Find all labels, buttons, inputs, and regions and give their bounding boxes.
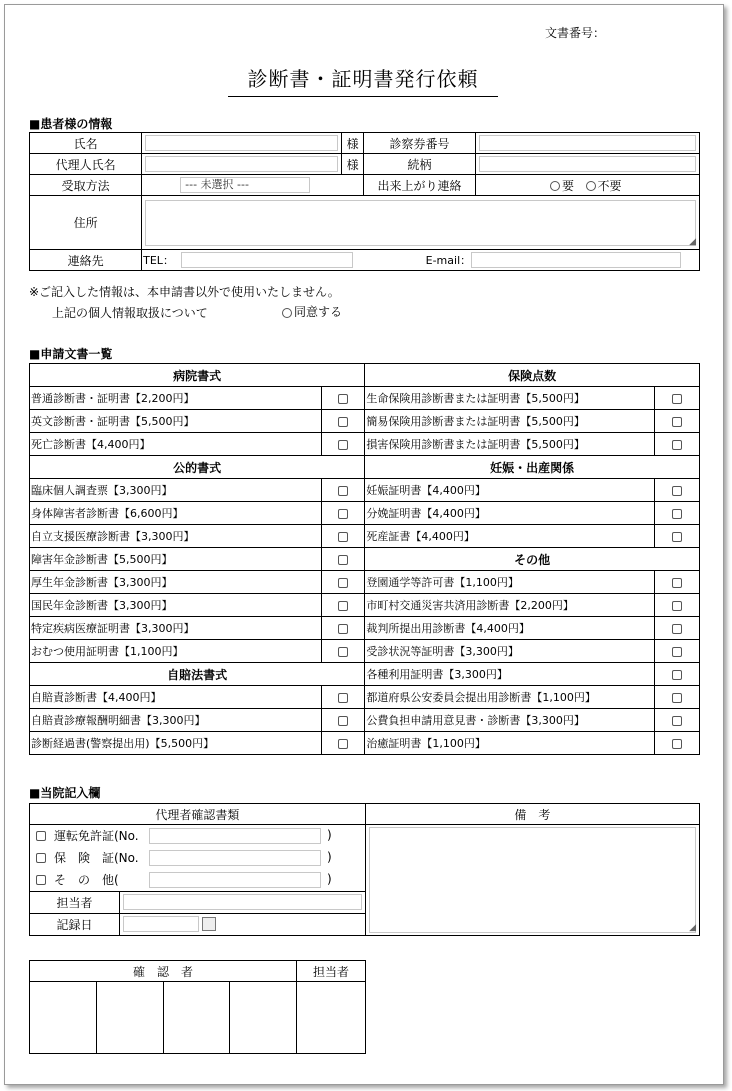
other-item-4-checkbox[interactable] (672, 670, 682, 680)
contact-label: 連絡先 (30, 250, 142, 271)
pregnancy-item-1-checkbox[interactable] (672, 509, 682, 519)
public-item-4-label: 厚生年金診断書【3,300円】 (30, 571, 322, 594)
agree-label: 同意する (294, 305, 343, 319)
public-item-0-label: 臨床個人調査票【3,300円】 (30, 479, 322, 502)
pregnancy-forms-header: 妊娠・出産関係 (365, 456, 700, 479)
hospital-item-0-label: 普通診断書・証明書【2,200円】 (30, 387, 322, 410)
pregnancy-item-0-label: 妊娠証明書【4,400円】 (365, 479, 655, 502)
staff-input[interactable] (123, 894, 362, 910)
documents-row (30, 571, 700, 594)
pregnancy-item-1-label: 分娩証明書【4,400円】 (365, 502, 655, 525)
page-title: 診断書・証明書発行依頼 (228, 63, 498, 97)
hospital-forms-header: 病院書式 (30, 364, 365, 387)
insurance-card-checkbox[interactable] (36, 853, 46, 863)
public-item-2-label: 自立支援医療診断書【3,300円】 (30, 525, 322, 548)
documents-row (30, 548, 700, 571)
license-label: 運転免許証(No. (54, 829, 139, 844)
other-item-5-label: 都道府県公安委員会提出用診断書【1,100円】 (365, 686, 655, 709)
jibai-item-0-label: 自賠責診断書【4,400円】 (30, 686, 322, 709)
public-item-3-checkbox[interactable] (338, 555, 348, 565)
insurance-card-label: 保 険 証(No. (54, 851, 139, 866)
documents-row (30, 732, 700, 755)
documents-row (30, 410, 700, 433)
tel-label: TEL： (143, 254, 174, 267)
documents-row (30, 364, 700, 387)
documents-section-title: ■申請文書一覧 (29, 347, 113, 361)
agree-radio[interactable] (282, 308, 292, 318)
patient-section-title: ■患者様の情報 (29, 117, 113, 131)
other-item-1-label: 市町村交通災害共済用診断書【2,200円】 (365, 594, 655, 617)
record-date-input[interactable] (123, 916, 199, 932)
hospital-item-1-label: 英文診断書・証明書【5,500円】 (30, 410, 322, 433)
public-item-2-checkbox[interactable] (338, 532, 348, 542)
resize-handle-icon[interactable]: ◢ (689, 237, 696, 247)
calendar-icon[interactable] (202, 917, 216, 931)
jibai-item-2-checkbox[interactable] (338, 739, 348, 749)
proxy-name-input[interactable] (145, 156, 338, 172)
public-item-6-label: 特定疾病医療証明書【3,300円】 (30, 617, 322, 640)
jibai-forms-header: 自賠法書式 (30, 663, 365, 686)
public-item-0-checkbox[interactable] (338, 486, 348, 496)
patient-table (29, 132, 700, 271)
documents-row (30, 433, 700, 456)
other-forms-header: その他 (365, 548, 700, 571)
hospital-item-0-checkbox[interactable] (338, 394, 348, 404)
license-paren: ) (327, 828, 332, 843)
documents-row (30, 640, 700, 663)
other-item-0-label: 登園通学等許可書【1,100円】 (365, 571, 655, 594)
proxy-name-label: 代理人氏名 (30, 154, 142, 175)
hospital-section-title: ■当院記入欄 (29, 786, 101, 800)
other-item-7-label: 治癒証明書【1,100円】 (365, 732, 655, 755)
card-number-input[interactable] (479, 135, 696, 151)
license-checkbox[interactable] (36, 831, 46, 841)
jibai-item-2-label: 診断経過書(警察提出用)【5,500円】 (30, 732, 322, 755)
license-number-input[interactable] (149, 828, 321, 844)
other-item-3-checkbox[interactable] (672, 647, 682, 657)
sama-label-2: 様 (342, 154, 364, 175)
sama-label: 様 (342, 133, 364, 154)
other-id-checkbox[interactable] (36, 875, 46, 885)
privacy-note: ※ご記入した情報は、本申請書以外で使用いたしません。 (29, 285, 340, 299)
stamp-box-1 (30, 982, 97, 1054)
documents-row (30, 617, 700, 640)
other-item-0-checkbox[interactable] (672, 578, 682, 588)
confirmer-header: 確 認 者 (30, 961, 297, 982)
documents-row (30, 663, 700, 686)
confirmation-table (29, 960, 366, 1054)
public-item-7-checkbox[interactable] (338, 647, 348, 657)
public-item-1-checkbox[interactable] (338, 509, 348, 519)
stamp-box-2 (96, 982, 163, 1054)
insurance-item-2-label: 損害保険用診断書または証明書【5,500円】 (365, 433, 655, 456)
documents-row (30, 709, 700, 732)
privacy-consent-label: 上記の個人情報取扱について (52, 306, 208, 320)
insurance-number-input[interactable] (149, 850, 321, 866)
hospital-item-2-checkbox[interactable] (338, 440, 348, 450)
other-id-input[interactable] (149, 872, 321, 888)
other-item-6-label: 公費負担申請用意見書・診断書【3,300円】 (365, 709, 655, 732)
remarks-resize-icon[interactable]: ◢ (689, 923, 696, 933)
card-number-label: 診察券番号 (364, 133, 476, 154)
notify-no-radio[interactable] (586, 181, 596, 191)
documents-row (30, 502, 700, 525)
stamp-box-3 (163, 982, 230, 1054)
other-paren: ) (327, 872, 332, 887)
notify-yes-label: 要 (562, 178, 575, 193)
documents-table (29, 363, 700, 755)
public-item-7-label: おむつ使用証明書【1,100円】 (30, 640, 322, 663)
relation-label: 続柄 (364, 154, 476, 175)
jibai-item-1-label: 自賠責診療報酬明細書【3,300円】 (30, 709, 322, 732)
stamp-box-staff (297, 982, 366, 1054)
remarks-textarea[interactable] (369, 827, 696, 933)
other-id-label: そ の 他( (54, 873, 119, 888)
other-item-5-checkbox[interactable] (672, 693, 682, 703)
record-date-label: 記録日 (30, 913, 120, 935)
id-docs-header: 代理者確認書類 (30, 804, 366, 825)
documents-row (30, 456, 700, 479)
method-select[interactable]: --- 未選択 --- (180, 177, 310, 193)
notify-no-label: 不要 (597, 178, 622, 193)
public-item-3-label: 障害年金診断書【5,500円】 (30, 548, 322, 571)
insurance-item-1-checkbox[interactable] (672, 417, 682, 427)
doc-number-label: 文書番号： (545, 26, 606, 40)
insurance-item-1-label: 簡易保険用診断書または証明書【5,500円】 (365, 410, 655, 433)
other-item-7-checkbox[interactable] (672, 739, 682, 749)
relation-input[interactable] (479, 156, 696, 172)
pregnancy-item-2-label: 死産証書【4,400円】 (365, 525, 655, 548)
documents-row (30, 686, 700, 709)
name-input[interactable] (145, 135, 338, 151)
insurance-paren: ) (327, 850, 332, 865)
confirm-staff-header: 担当者 (297, 961, 366, 982)
insurance-item-2-checkbox[interactable] (672, 440, 682, 450)
hospital-item-2-label: 死亡診断書【4,400円】 (30, 433, 322, 456)
insurance-item-0-checkbox[interactable] (672, 394, 682, 404)
jibai-item-1-checkbox[interactable] (338, 716, 348, 726)
documents-row (30, 525, 700, 548)
email-input[interactable] (471, 252, 681, 268)
address-textarea[interactable] (145, 200, 696, 246)
pregnancy-item-2-checkbox[interactable] (672, 532, 682, 542)
documents-row (30, 594, 700, 617)
tel-input[interactable] (181, 252, 353, 268)
public-item-6-checkbox[interactable] (338, 624, 348, 634)
documents-row (30, 387, 700, 410)
hospital-use-table (29, 803, 700, 936)
remarks-header: 備 考 (365, 804, 699, 825)
other-item-2-label: 裁判所提出用診断書【4,400円】 (365, 617, 655, 640)
public-item-1-label: 身体障害者診断書【6,600円】 (30, 502, 322, 525)
other-item-4-label: 各種利用証明書【3,300円】 (365, 663, 655, 686)
other-item-1-checkbox[interactable] (672, 601, 682, 611)
public-item-5-label: 国民年金診断書【3,300円】 (30, 594, 322, 617)
public-item-4-checkbox[interactable] (338, 578, 348, 588)
method-label: 受取方法 (30, 175, 142, 196)
public-forms-header: 公的書式 (30, 456, 365, 479)
other-item-6-checkbox[interactable] (672, 716, 682, 726)
other-item-2-checkbox[interactable] (672, 624, 682, 634)
email-label: E-mail： (425, 254, 472, 267)
jibai-item-0-checkbox[interactable] (338, 693, 348, 703)
notify-yes-radio[interactable] (550, 181, 560, 191)
address-label: 住所 (30, 196, 142, 250)
name-label: 氏名 (30, 133, 142, 154)
stamp-box-4 (230, 982, 297, 1054)
pregnancy-item-0-checkbox[interactable] (672, 486, 682, 496)
insurance-forms-header: 保険点数 (365, 364, 700, 387)
hospital-item-1-checkbox[interactable] (338, 417, 348, 427)
documents-row (30, 479, 700, 502)
privacy-agree[interactable] (282, 303, 342, 320)
public-item-5-checkbox[interactable] (338, 601, 348, 611)
other-item-3-label: 受診状況等証明書【3,300円】 (365, 640, 655, 663)
notify-label: 出来上がり連絡 (364, 175, 476, 196)
staff-label: 担当者 (30, 891, 120, 913)
insurance-item-0-label: 生命保険用診断書または証明書【5,500円】 (365, 387, 655, 410)
